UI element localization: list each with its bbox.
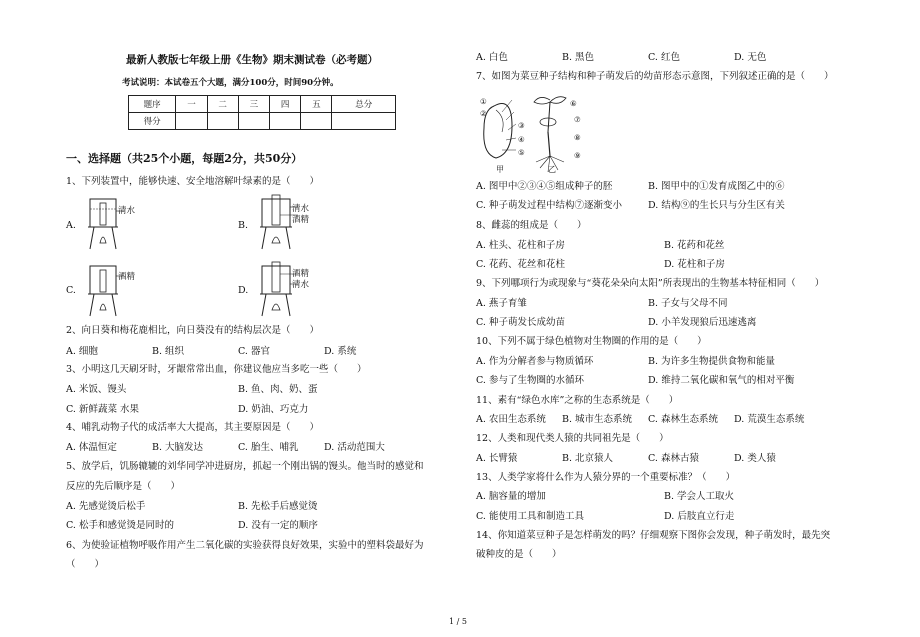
score-cell[interactable] [270,113,301,130]
q4-option[interactable]: D. 活动范围大 [324,442,385,453]
score-header-cell: 五 [301,96,332,113]
score-header-cell: 一 [176,96,207,113]
q1-option-b[interactable]: B. [238,220,249,231]
score-cell[interactable] [332,113,396,130]
q7-option[interactable]: C. 种子萌发过程中结构⑦逐渐变小 [476,200,622,211]
q10-option[interactable]: A. 作为分解者参与物质循环 [476,356,594,367]
score-header-cell: 二 [207,96,238,113]
q6-option[interactable]: A. 白色 [476,52,508,63]
question-7: 7、如图为菜豆种子结构和种子萌发后的幼苗形态示意图，下列叙述正确的是（ ） [476,71,834,82]
q9-option[interactable]: A. 燕子育雏 [476,298,527,309]
q9-option[interactable]: D. 小羊发现狼后迅速逃离 [648,317,757,328]
score-header-cell: 题序 [129,96,176,113]
score-table-header-row [129,96,396,113]
q9-option[interactable]: C. 种子萌发长成幼苗 [476,317,565,328]
fig-label: ② [480,109,487,118]
q2-option[interactable]: C. 器官 [238,346,270,357]
q8-option[interactable]: C. 花药、花丝和花柱 [476,259,565,270]
question-6-line2: （ ） [66,559,105,570]
q3-option[interactable]: D. 奶油、巧克力 [238,404,309,415]
q1-option-d[interactable]: D. [238,285,249,296]
q13-option[interactable]: C. 能使用工具和制造工具 [476,511,584,522]
q6-option[interactable]: B. 黑色 [562,52,595,63]
q11-option[interactable]: A. 农田生态系统 [476,414,546,425]
question-11: 11、素有“绿色水库”之称的生态系统是（ ） [476,395,679,406]
q8-option[interactable]: B. 花药和花丝 [664,240,725,251]
score-header-cell: 四 [270,96,301,113]
q2-option[interactable]: A. 细胞 [66,346,98,357]
score-cell[interactable] [301,113,332,130]
fig-label: ③ [518,121,525,130]
question-2: 2、向日葵和梅花鹿相比，向日葵没有的结构层次是（ ） [66,325,320,336]
q13-option[interactable]: D. 后肢直立行走 [664,511,735,522]
exam-note: 考试说明：本试卷五个大题，满分100分，时间90分钟。 [122,78,339,88]
q1-d-label-bottom: 清水 [292,280,310,290]
question-14-line2: 破种皮的是（ ） [476,549,562,560]
q2-option[interactable]: B. 组织 [152,346,185,357]
q11-option[interactable]: B. 城市生态系统 [562,414,633,425]
score-row-label: 得分 [129,113,176,130]
q6-option[interactable]: D. 无色 [734,52,767,63]
score-header-cell: 总分 [332,96,396,113]
question-9: 9、下列哪项行为或现象与“葵花朵朵向太阳”所表现出的生物基本特征相同（ ） [476,278,825,289]
fig-label: ⑦ [574,115,581,124]
q8-option[interactable]: A. 柱头、花柱和子房 [476,240,565,251]
question-8: 8、雌蕊的组成是（ ） [476,220,587,231]
q4-option[interactable]: A. 体温恒定 [66,442,117,453]
q10-option[interactable]: B. 为许多生物提供食物和能量 [648,356,776,367]
question-3: 3、小明这几天刷牙时，牙龈常常出血，你建议他应当多吃一些（ ） [66,364,367,375]
q1-d-label-top: 酒精 [292,269,310,279]
q12-option[interactable]: B. 北京猿人 [562,453,614,464]
q2-option[interactable]: D. 系统 [324,346,357,357]
q1-c-label: 酒精 [118,272,136,282]
q3-option[interactable]: A. 米饭、馒头 [66,384,127,395]
score-table-score-row [129,113,396,130]
q11-option[interactable]: D. 荒漠生态系统 [734,414,805,425]
q5-option[interactable]: B. 先松手后感觉烫 [238,501,318,512]
page-number: 1 / 5 [449,617,467,626]
fig-label: ① [480,97,487,106]
question-5-line2: 反应的先后顺序是（ ） [66,481,181,492]
q6-option[interactable]: C. 红色 [648,52,680,63]
score-cell[interactable] [207,113,238,130]
q12-option[interactable]: A. 长臂猿 [476,453,518,464]
q8-option[interactable]: D. 花柱和子房 [664,259,725,270]
q9-option[interactable]: B. 子女与父母不同 [648,298,728,309]
q5-option[interactable]: A. 先感觉烫后松手 [66,501,146,512]
beaker-apparatus-a-icon [80,193,144,253]
q13-option[interactable]: B. 学会人工取火 [664,491,735,502]
fig-caption: 乙 [548,165,556,174]
q1-b-label-top: 清水 [292,204,310,214]
q7-option[interactable]: A. 图甲中②③④⑤组成种子的胚 [476,181,613,192]
exam-title: 最新人教版七年级上册《生物》期末测试卷（必考题） [126,54,378,66]
q12-option[interactable]: D. 类人猿 [734,453,776,464]
section-heading: 一、选择题（共25个小题，每题2分，共50分） [66,152,303,165]
score-cell[interactable] [176,113,207,130]
q5-option[interactable]: D. 没有一定的顺序 [238,520,318,531]
question-4: 4、哺乳动物子代的成活率大大提高，其主要原因是（ ） [66,422,320,433]
score-cell[interactable] [238,113,269,130]
beaker-apparatus-c-icon [80,260,144,320]
q12-option[interactable]: C. 森林古猿 [648,453,699,464]
question-12: 12、人类和现代类人猿的共同祖先是（ ） [476,433,669,444]
q1-a-label: 清水 [118,206,136,216]
q11-option[interactable]: C. 森林生态系统 [648,414,718,425]
question-5-line1: 5、放学后，饥肠辘辘的刘华同学冲进厨房，抓起一个刚出锅的馒头。他当时的感觉和 [66,461,424,472]
q10-option[interactable]: C. 参与了生物圈的水循环 [476,375,584,386]
q10-option[interactable]: D. 维持二氧化碳和氧气的相对平衡 [648,375,795,386]
fig-label: ⑨ [574,151,581,160]
q7-option[interactable]: B. 图甲中的①发育成图乙中的⑥ [648,181,785,192]
q7-option[interactable]: D. 结构⑨的生长只与分生区有关 [648,200,785,211]
fig-label: ④ [518,135,525,144]
q1-b-label-bottom: 酒精 [292,215,310,225]
question-13: 13、人类学家将什么作为人猿分界的一个重要标准？（ ） [476,472,736,483]
fig-label: ⑧ [574,133,581,142]
q3-option[interactable]: C. 新鲜蔬菜 水果 [66,404,139,415]
question-10: 10、下列不属于绿色植物对生物圈的作用的是（ ） [476,336,707,347]
fig-caption: 甲 [496,165,504,174]
fig-label: ⑥ [570,99,577,108]
fig-label: ⑤ [518,148,525,157]
q13-option[interactable]: A. 脑容量的增加 [476,491,546,502]
score-header-cell: 三 [238,96,269,113]
question-14-line1: 14、你知道菜豆种子是怎样萌发的吗？仔细观察下图你会发现，种子萌发时，最先突 [476,530,831,541]
score-table [128,95,396,130]
q1-option-a[interactable]: A. [66,220,76,231]
q4-option[interactable]: B. 大脑发达 [152,442,204,453]
q4-option[interactable]: C. 胎生、哺乳 [238,442,299,453]
question-6-line1: 6、为使验证植物呼吸作用产生二氧化碳的实验获得良好效果，实验中的塑料袋最好为 [66,540,424,551]
question-1: 1、下列装置中，能够快速、安全地溶解叶绿素的是（ ） [66,176,320,187]
q3-option[interactable]: B. 鱼、肉、奶、蛋 [238,384,318,395]
q1-option-c[interactable]: C. [66,285,76,296]
q5-option[interactable]: C. 松手和感觉烫是同时的 [66,520,174,531]
